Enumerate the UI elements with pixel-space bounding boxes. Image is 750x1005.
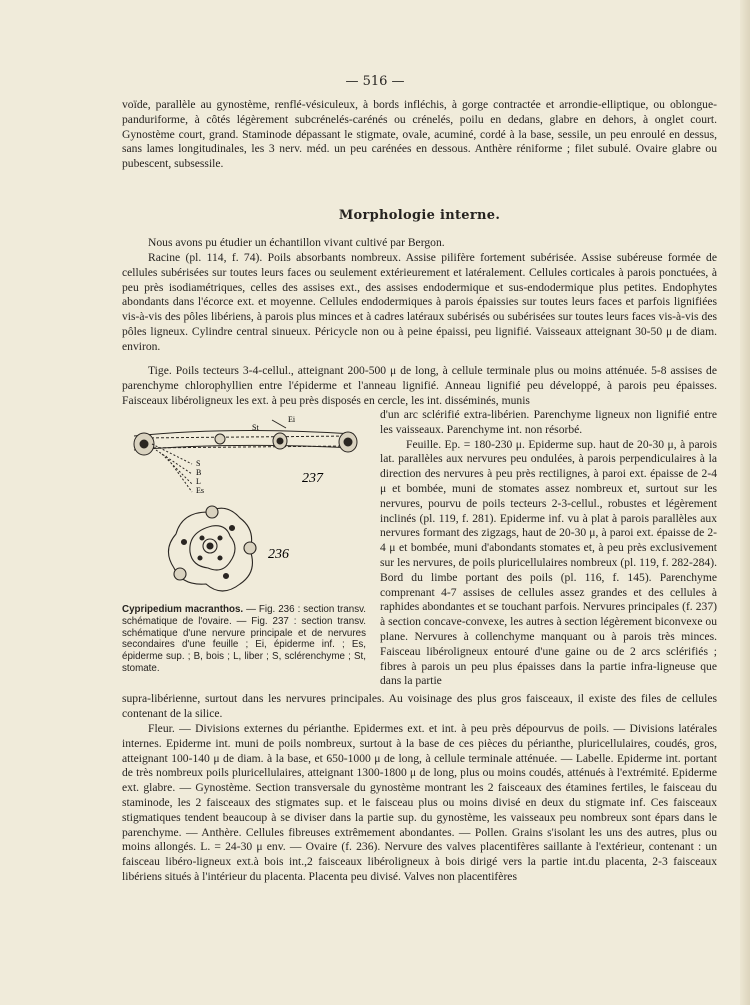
paragraph-bergon: Nous avons pu étudier un échantillon vivant cultivé par Bergon. [148,236,445,249]
figure-caption [122,604,366,675]
figure-cypripedium [122,408,374,680]
wrapped-text-column [380,408,717,689]
page-number: — 516 — [345,74,405,89]
label-st: St [252,423,259,432]
figure-drawing [122,408,374,604]
page-edge [740,0,750,1005]
caption-species: Cypripedium macranthos. [122,604,244,615]
paragraph-fleur: Fleur. — Divisions externes du périanthe. Epidermes ext. et int. à peu près dépourvus de poils. — Divisions latérales internes. Epiderme int. muni de poils nombreux, surtout à la base de ces pièces du périanthe, pluricellulaires, coudés, gros, atteignant 100-140 μ de diam. à la base, et 650-1000 μ de long, à cellule terminale atténuée. — Labelle. Epiderme int. portant de très nombreux poils pluricellulaires, atteignant 1300-1800 μ de long, plus ou moins coudés, atténués à l'extrémité. Epiderme ext. glabre. — Gynostème. Section transversale du gynostème montrant les 2 faisceaux des étamines fertiles, le faisceau du staminode, les 2 faisceaux des stigmates sup. et le faisceau plus ou moins divisé en deux du stigmate inf. Ces faisceaux stigmatiques tendent beaucoup à se diviser dans la partie sup. du gynostème, les vaisseaux peu nombreux sont épars dans le parenchyme. — Anthère. Cellules fibreuses extrêmement abondantes. — Pollen. Grains s'isolant les uns des autres, plus ou moins allongés. L. = 24-30 μ env. — Ovaire (f. 236). Nervure des valves placentifères saillante à l'extérieur, contenant : un faisceau libéro-ligneux ext.à bois int.,2 faisceaux libéroligneux à bois dirigé vers la partie int.du placenta, 2-3 faisceaux libériens situés à l'intérieur du placenta. Placenta peu divisé. Valves non placentifères [122,722,717,883]
paragraph-feuille-end: supra-libérienne, surtout dans les nervures principales. Au voisinage des plus gros faisceaux, il existe des files de cellules contenant de la silice. [122,692,717,720]
label-b: B [196,468,202,477]
paragraph-racine: Racine (pl. 114, f. 74). Poils absorbants nombreux. Assise pilifère fortement subérisée. Assise subéreuse formée de cellules subérisées sur toutes leurs faces ou seulement extérieurement et latéralement. Cellules corticales à parois ponctuées, à peu près isodiamétriques, celles des assises ext., des assises endodermique et sus-endodermique plus petites. Endophytes abondants dans l'écorce ext. et moyenne. Cellules endodermiques à parois épaissies sur toutes leurs faces et parfois lignifiées vis-à-vis des pôles libériens, à parois plus minces et à cadres latéraux subérisés ou subérisées sur toutes leurs faces vis-à-vis des pôles ligneux. Cylindre central sinueux. Péricycle non ou à peine épaissi, peu lignifié. Vaisseaux atteignant 30-50 μ de diam. environ. [122,251,717,353]
paragraph-tige: Tige. Poils tecteurs 3-4-cellul., atteignant 200-500 μ de long, à cellule terminale plus ou moins atténuée. 5-8 assises de parenchyme chlorophyllien entre l'épiderme et l'anneau lignifié. Anneau lignifié peu développé, à parois peu épaisses. Faisceaux libéroligneux les ext. à peu près disposés en cercle, les int. disséminés, munis [122,364,717,407]
label-l: L [196,477,201,486]
fig-237-leaf-section [134,420,357,492]
fig-236-number: 236 [268,547,289,562]
fig-237-number: 237 [302,471,323,486]
caption-text: — Fig. 236 : section transv. schématique de l'ovaire. — Fig. 237 : section transv. schématique d'une nervure principale et de nervures secondaires d'une feuille ; Ei, épiderme inf. ; Es, épiderme sup. ; B, bois ; L, liber ; S, sclérenchyme ; St, stomate. [122,604,366,674]
paragraph-tige-end: d'un arc sclérifié extra-libérien. Parenchyme ligneux non lignifié entre les vaisseaux. Parenchyme int. non résorbé. [380,408,717,436]
label-es: Es [196,486,204,495]
paragraph-intro: voïde, parallèle au gynostème, renflé-vésiculeux, à bords infléchis, à gorge contractée et arrondie-elliptique, ou oblongue-panduriforme, à côtés légèrement subcrénelés-carénés ou crénelés, poilu en dedans, glabre en dehors, à onglet court. Gynostème court, grand. Staminode dépassant le stigmate, ovale, acuminé, cordé à la base, sessile, un peu enroulé en dessus, sans lames longitudinales, les 3 nerv. méd. un peu carénées en dessous. Anthère réniforme ; filet subulé. Ovaire glabre ou pubescent, subsessile. [122,98,717,171]
fig-236-ovary-section [168,506,256,591]
label-ei: Ei [288,415,296,424]
section-title: Morphologie interne. [338,208,501,223]
label-s: S [196,459,201,468]
paragraph-feuille: Feuille. Ep. = 180-230 μ. Epiderme sup. haut de 20-30 μ, à parois lat. parallèles aux nervures peu ondulées, à parois perpendiculaires à la direction des nervures à peu près rectilignes, à paroi ext. épaisse de 2-4 μ et bombée, muni de stomates assez nombreux et, surtout sur les nervures, pourvu de poils tecteurs 2-3-cellul., robustes et légèrement inclinés (pl. 119, f. 281). Epiderme inf. vu à plat à parois parallèles aux nervures formant des zigzags, haut de 20-30 μ, à paroi ext. épaisse de 2-4 μ et bombée, muni d'abondants stomates et, à peu près exclusivement sur les nervures, de poils pluricellulaires nombreux (pl. 119, f. 282-284). Bord du limbe portant des poils (pl. 116, f. 145). Parenchyme comprenant 4-7 assises de cellules assez grandes et des cellules à raphides abondantes et se touchant parfois. Nervures principales (f. 237) à section concave-convexe, les autres à section légèrement biconvexe ou plane. Nervures à collenchyme manquant ou à parois très minces. Faisceau libéroligneux entouré d'une gaine ou de 2 arcs sclérifiés ; fibres à parois un peu plus épaisses dans la partie infra-ligneuse que dans la partie [380,437,717,688]
